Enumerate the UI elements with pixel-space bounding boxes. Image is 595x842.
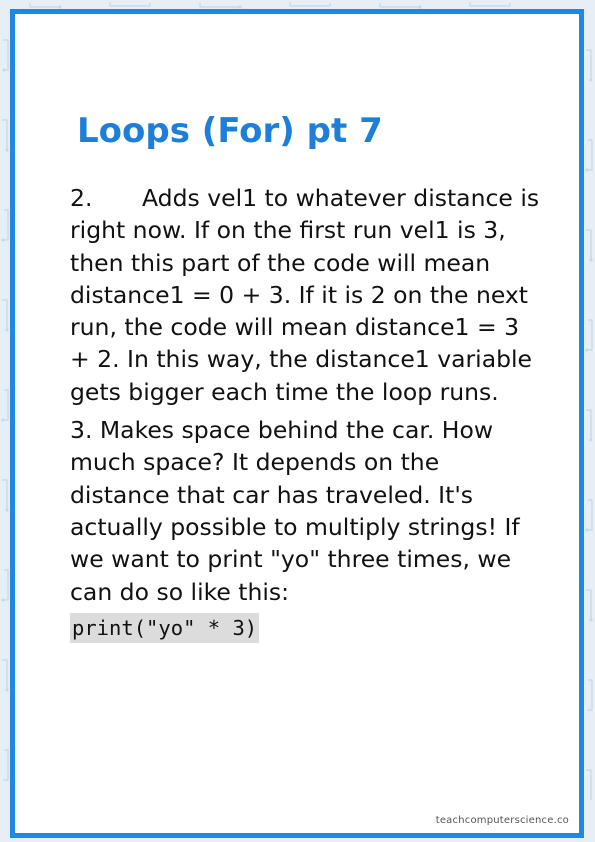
paragraph-text: Adds vel1 to whatever distance is right now. If on the first run vel1 is 3, then this part of the code will mean distance1 = 0 + 3. If it is 2 on the next run, the code will mean distance1 = 3 + 2. In this way, the distance1 variable gets bigger each time the loop runs. — [70, 184, 540, 406]
paragraph-text: 3. Makes space behind the car. How much space? It depends on the distance that car has traveled. It's actually possible to multiply strings! If we want to print "yo" three times, we can do so like this: — [70, 416, 520, 606]
step-number: 2. — [70, 184, 93, 212]
page-frame — [10, 9, 584, 838]
paragraph-step-2 — [70, 182, 540, 408]
page-title: Loops (For) pt 7 — [77, 111, 383, 151]
code-snippet: print("yo" * 3) — [70, 613, 259, 643]
body-text — [70, 182, 540, 643]
paragraph-step-3 — [70, 414, 540, 608]
footer-website: teachcomputerscience.co — [435, 815, 569, 826]
